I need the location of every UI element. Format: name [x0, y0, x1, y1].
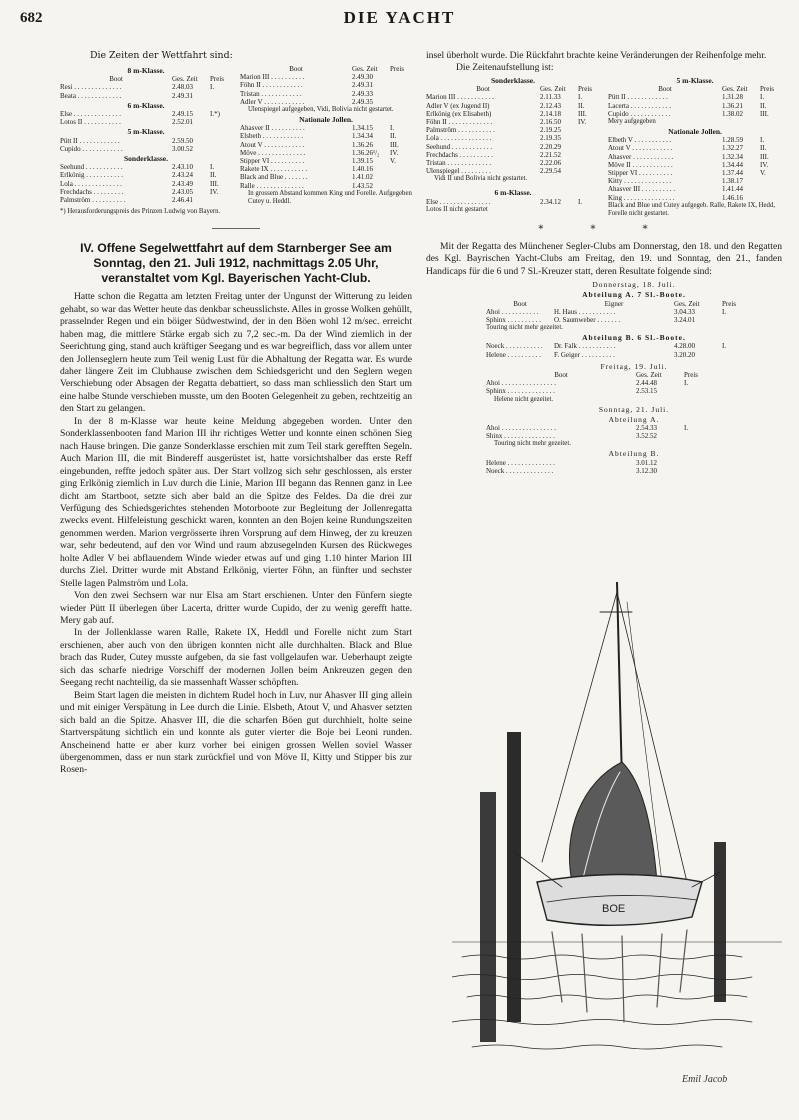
table-row: Stipper VI . . . . . . . . . . 1.37.44 V. [608, 168, 766, 177]
results-intro: Die Zeiten der Wettfahrt sind: [90, 50, 233, 61]
table-header: Boot Ges. Zeit Preis [554, 370, 698, 379]
hull-reflection [552, 930, 687, 1022]
table-row: Frechdachs . . . . . . . . . . 2.21.52 [426, 150, 561, 159]
table-row: Ahasver . . . . . . . . . . . . 1.32.34 III. [608, 152, 769, 161]
paragraph-continuation: insel überholt wurde. Die Rückfahrt brachte keine Veränderungen der Reihenfolge mehr. [426, 50, 767, 61]
table-row: Erlkönig (ex Elisabeth) 2.14.18 III. [426, 109, 587, 118]
table-row: Ahoi . . . . . . . . . . . . . . . . 2.44.48 I. [486, 379, 689, 388]
table-row: Seehund . . . . . . . . . . . 2.43.10 I. [60, 163, 215, 172]
table-row: Frechdachs . . . . . . . . . 2.43.05 IV. [60, 187, 219, 196]
table-row: Adler V . . . . . . . . . . . . 2.49.35 [240, 97, 373, 106]
table-row: Tristan . . . . . . . . . . . . 2.49.33 [240, 89, 373, 98]
table-note: Touring nicht mehr gezeitet. [494, 440, 571, 448]
table-row: Elsbeth . . . . . . . . . . . . 1.34.34 II. [240, 132, 397, 141]
table-row: Helene . . . . . . . . . . . . . . 3.01.12 [486, 458, 657, 467]
table-row: Marion III . . . . . . . . . . 2.49.30 [240, 73, 373, 82]
page-number: 682 [20, 10, 43, 26]
table-row: Ulenspiegel . . . . . . . . . 2.29.54 [426, 167, 561, 176]
water-ripple [462, 955, 742, 959]
table-note: Black and Blue und Cutey aufgegeb. Ralle, Rakete IX, Hedd, Forelle nicht gestartet. [608, 201, 776, 217]
water-ripple [472, 1045, 722, 1049]
table-note: In grossem Abstand kommen King und Forelle. Aufgegeben Cutey u. Heddl. [248, 189, 412, 205]
table-row: Resi . . . . . . . . . . . . . . 2.48.03 I. [60, 83, 215, 92]
table-note: Touring nicht mehr gezeitet. [486, 324, 563, 332]
table-row: Kitty . . . . . . . . . . . . . . 1.38.17 [608, 177, 743, 186]
table-row: Elbeth V . . . . . . . . . . . 1.28.59 I. [608, 136, 765, 145]
paragraph: In der Jollenklasse waren Ralle, Rakete IX, Heddl und Forelle nicht zum Start erschienen, aber auch von den übrigen konnten nicht alle durchhalten. Black and Blue brach das Ruder, Cutey musste aufgeben, da sie fast vollgelaufen war. Ueberhaupt zeigte sich das scharfe niedrige Vorschiff der modernen Jollen beim Ankreuzen gegen den Seegang recht nachteilig, da sie massenhaft Wasser schöpften. [60, 627, 412, 689]
right-column [426, 50, 782, 475]
table-row: Rakete IX . . . . . . . . . . . 1.40.16 [240, 165, 373, 174]
class-heading: Sonderklasse. [491, 75, 535, 85]
hull-lettering: BOE [602, 903, 626, 915]
date-heading: Sonntag, 21. Juli. [598, 404, 670, 414]
water-ripple [452, 975, 752, 980]
paragraph: In der 8 m-Klasse war heute keine Meldung abgegeben worden. Unter den Sonderklassenbooten fand Marion III ihr richtiges Wetter und konnte einen schönen Sieg nach Hause bringen. Die ganze Sonderklasse erschien mit zum Teil stark gerefften Segeln. Auch Marion III, die mit Bindereff ausgerüstet ist, hatte vorsichtshalber das erste Reff eingebunden, reffte jedoch später aus. Der Start vollzog sich sehr geschlossen, als erster ging Erlkönig ziemlich in Luv durch die Linie, Marion III begann das Rennen ganz in Lee dicht am Startboot, setzte sich aber bald an die Spitze des Feldes. Da die drei zur Verfügung des Schiedsgerichtes stehenden Motorboote zur Begleitung der Jollenregatta zwecks event. Hilfeleistung geschickt waren, konnten an den Bojen keine Rundungszeiten genommen werden. Marion vergrösserte ihren Vorsprung auf dem Hinweg, der zu kreuzen war, sehr bedeutend, auf den vor Wind und raum abzusegelnden Kursen des Rückweges holte Adler V bei abflauendem Winde wieder etwas auf und ging 1.10 hinter Marion III durchs Ziel. Dritter wurde mit Abstand Erlkönig, vierter Föhn, an fünfter und sechster Stelle lagen Palmström und Lola. [60, 415, 412, 589]
article-title: IV. Offene Segelwettfahrt auf dem Starnberger See am Sonntag, den 21. Juli 1912, nachmittags 2.05 Uhr, veranstaltet vom Kgl. Bayerischen Yacht-Club. [80, 241, 392, 286]
table-note: Vidi II und Bolivia nicht gestartet. [434, 175, 528, 183]
table-header: Boot Ges. Zeit Preis [658, 85, 774, 94]
table-row: Black and Blue . . . . . . . 1.41.02 [240, 173, 373, 182]
table-row: Sphinx . . . . . . . . . . . . . . 2.53.15 [486, 387, 657, 396]
table-row: Erlkönig . . . . . . . . . . . 2.43.24 II. [60, 171, 217, 180]
table-row: Pütt II . . . . . . . . . . . . 1.31.28 I. [608, 93, 765, 102]
table-row: Ahasver II . . . . . . . . . . 1.34.15 I. [240, 124, 395, 133]
table-row: Helene . . . . . . . . . . F. Geiger . . . . . . . . . . 3.20.20 [486, 350, 695, 359]
table-row: Lacerta . . . . . . . . . . . . 1.36.21 II. [608, 101, 767, 110]
table-row: Sphinx . . . . . . . . . . O. Saumweber . . . . . . . 3.24.01 [486, 315, 695, 324]
paragraph: Mit der Regatta des Münchener Segler-Clubs am Donnerstag, den 18. und den Regatten des Kgl. Bayrischen Yacht-Clubs am Freitag, den 19. und Sonntag, den 21., fanden Handicaps für die 6 und 7 Sl.-Kreuzer statt, deren Resultate folgende sind: [426, 240, 782, 277]
table-row: Seehund . . . . . . . . . . . . 2.20.29 [426, 142, 561, 151]
table-note: Helene nicht gezeitet. [494, 395, 554, 403]
table-row: Möve II . . . . . . . . . . . . 1.34.44 IV. [608, 160, 769, 169]
table-row: Ahoi . . . . . . . . . . . . . . . . 2.54.33 I. [486, 423, 689, 432]
table-note: Mery aufgegeben [608, 117, 656, 125]
results-intro: Die Zeitenaufstellung ist: [456, 62, 554, 74]
table-row: Shinx . . . . . . . . . . . . . . . 3.52.52 [486, 432, 657, 441]
results-table-first-race [60, 65, 412, 216]
mooring-post [480, 792, 496, 1042]
sailboat-illustration [452, 582, 782, 1102]
handicap-results [486, 281, 782, 475]
class-heading: 6 m-Klasse. [127, 100, 165, 110]
table-row: Pütt II . . . . . . . . . . . . 2.59.50 [60, 136, 193, 145]
division-heading: Abteilung A. [608, 414, 660, 424]
table-row: Cupido . . . . . . . . . . . . 3.00.52 [60, 144, 193, 153]
division-heading: Abteilung B. [608, 449, 660, 459]
table-row: Noeck . . . . . . . . . . . . . . 3.12.30 [486, 466, 657, 475]
table-header: Boot Eigner Ges. Zeit Preis [513, 299, 736, 308]
table-note: Ulenspiegel aufgegeben, Vidi, Bolivia nicht gestartet. [248, 106, 394, 114]
table-row: Lotos II . . . . . . . . . . . 2.52.01 [60, 118, 193, 127]
class-heading: Nationale Jollen. [299, 115, 353, 125]
table-row: Marion III . . . . . . . . . . . 2.11.33 I. [426, 93, 583, 102]
class-heading: 6 m-Klasse. [494, 188, 532, 198]
results-table-second-race [426, 75, 782, 218]
results-col-five [608, 75, 782, 218]
division-heading: Abteilung A. 7 Sl.-Boote. [582, 290, 686, 300]
table-row: Cupido . . . . . . . . . . . . 1.38.02 III. [608, 109, 769, 118]
table-header: Boot Ges. Zeit Preis [109, 75, 224, 84]
mooring-post [714, 842, 726, 1002]
class-heading: 5 m-Klasse. [127, 127, 165, 137]
table-header: Boot Ges. Zeit Preis [289, 65, 404, 73]
table-row: King . . . . . . . . . . . . . . . 1.46.16 [608, 193, 743, 202]
table-row: Föhn II . . . . . . . . . . . . . 2.16.50 IV. [426, 117, 587, 126]
table-row: Atout V . . . . . . . . . . . . 1.36.26 III. [240, 140, 399, 149]
class-heading: 5 m-Klasse. [676, 75, 714, 85]
table-row: Beata . . . . . . . . . . . . . 2.49.31 [60, 91, 193, 100]
results-col-a [60, 65, 232, 216]
table-row: Palmström . . . . . . . . . . 2.46.41 [60, 196, 193, 205]
table-row: Atout V . . . . . . . . . . . . 1.32.27 II. [608, 144, 767, 153]
artist-signature: Emil Jacob [682, 1074, 728, 1085]
section-stars: * * * [538, 223, 670, 235]
division-heading: Abteilung B. 6 Sl.-Boote. [582, 333, 686, 343]
table-row: Lola . . . . . . . . . . . . . . . 2.19.35 [426, 134, 561, 143]
article-body [60, 291, 412, 777]
paragraph: Von den zwei Sechsern war nur Elsa am Start erschienen. Unter den Fünfern siegte wieder Pütt II überlegen über Lacerta, dritter wurde Cupido, der zu wenig gerefft hatte. Mery gab auf. [60, 590, 412, 627]
sail-cover [569, 762, 657, 882]
table-row: Ahoi . . . . . . . . . . . H. Haus . . . . . . . . . . . 3.04.33 I. [486, 307, 727, 316]
date-heading: Freitag, 19. Juli. [600, 361, 668, 371]
class-heading: Sonderklasse. [124, 154, 168, 164]
table-row: Tristan . . . . . . . . . . . . . 2.22.06 [426, 158, 561, 167]
date-heading: Donnerstag, 18. Juli. [592, 280, 676, 290]
table-row: Lola . . . . . . . . . . . . . . 2.43.49 III. [60, 179, 219, 188]
class-heading: 8 m-Klasse. [127, 66, 165, 75]
table-row: Föhn II . . . . . . . . . . . . 2.49.31 [240, 81, 373, 90]
table-row: Stipper VI . . . . . . . . . . 1.39.15 V. [240, 157, 396, 166]
results-col-b [240, 65, 412, 216]
table-row: Palmström . . . . . . . . . . . 2.19.25 [426, 126, 561, 135]
table-row: Ahasver III . . . . . . . . . . 1.41.44 [608, 185, 743, 194]
table-row: Else . . . . . . . . . . . . . . . 2.34.12 I. [426, 197, 583, 206]
table-row: Else . . . . . . . . . . . . . . 2.49.15 I.*) [60, 110, 220, 119]
paragraph: Hatte schon die Regatta am letzten Freitag unter der Ungunst der Witterung zu leiden gehabt, so war das Wetter heute das denkbar scheusslichste. Alles in grosse Wolken gehüllt, prasselnder Regen und ein böiger Südwestwind, der in den Böen wohl 12 m/sec. erreicht haben mag, die mittlere Stärke ergab sich zu 7,2 sec.-m. Da der Wind ziemlich in der Seerichtung ging, stand auch kräftiger Seegang und es war begreiflich, dass vor allem unter den Jollenseglern heute zum Teil wenig Lust für die Abhaltung der Regatta war. Es wurde daher längere Zeit im Clubhause zwischen dem Schiedsgericht und den Seglern wegen Verschiebung oder Absagen der Regatta debattiert, so dass man schliesslich den Start um eine halbe Stunde verschieben musste, um den Booten Gelegenheit zu geben, rechtzeitig an den Start zu gelangen. [60, 291, 412, 415]
section-divider [212, 228, 260, 229]
results-col-sonder [426, 75, 600, 218]
paragraph: Beim Start lagen die meisten in dichtem Rudel hoch in Luv, nur Ahasver III ging allein und mit einiger Verspätung in Lee durch die Linie. Elsbeth, Atout V, und Ahasver setzten sich bald an die Spitze. Ahasver III, die die scharfen Böen gut durchhielt, holte seine Startverspätung sichtlich ein und konnte als guter vierter die Boje bei Leoni runden. Anscheinend hatte er aber kurz vorher bei einigen grossen Wellen soviel Wasser übergenommen, dass er nun stark zurückfiel und von Möve II, Kitty und Stipper bis zur Rosen- [60, 689, 412, 776]
running-header: DIE YACHT [343, 8, 456, 27]
table-row: Noeck . . . . . . . . . . . Dr. Falk . . . . . . . . . . . 4.28.00 I. [486, 342, 727, 351]
class-heading: Nationale Jollen. [668, 126, 722, 136]
water-ripple [452, 1020, 752, 1025]
footnote: *) Herausforderungspreis des Prinzen Ludwig von Bayern. [60, 208, 221, 216]
table-note: Lotos II nicht gestartet [426, 205, 488, 213]
table-header: Boot Ges. Zeit Preis [476, 85, 592, 94]
table-row: Adler V (ex Jugend II) 2.12.43 II. [426, 101, 585, 110]
table-row: Ralle . . . . . . . . . . . . . . 1.43.52 [240, 181, 373, 190]
table-row: Möve . . . . . . . . . . . . . . 1.36.26¹/₂ IV. [240, 148, 399, 157]
left-column [60, 50, 412, 777]
